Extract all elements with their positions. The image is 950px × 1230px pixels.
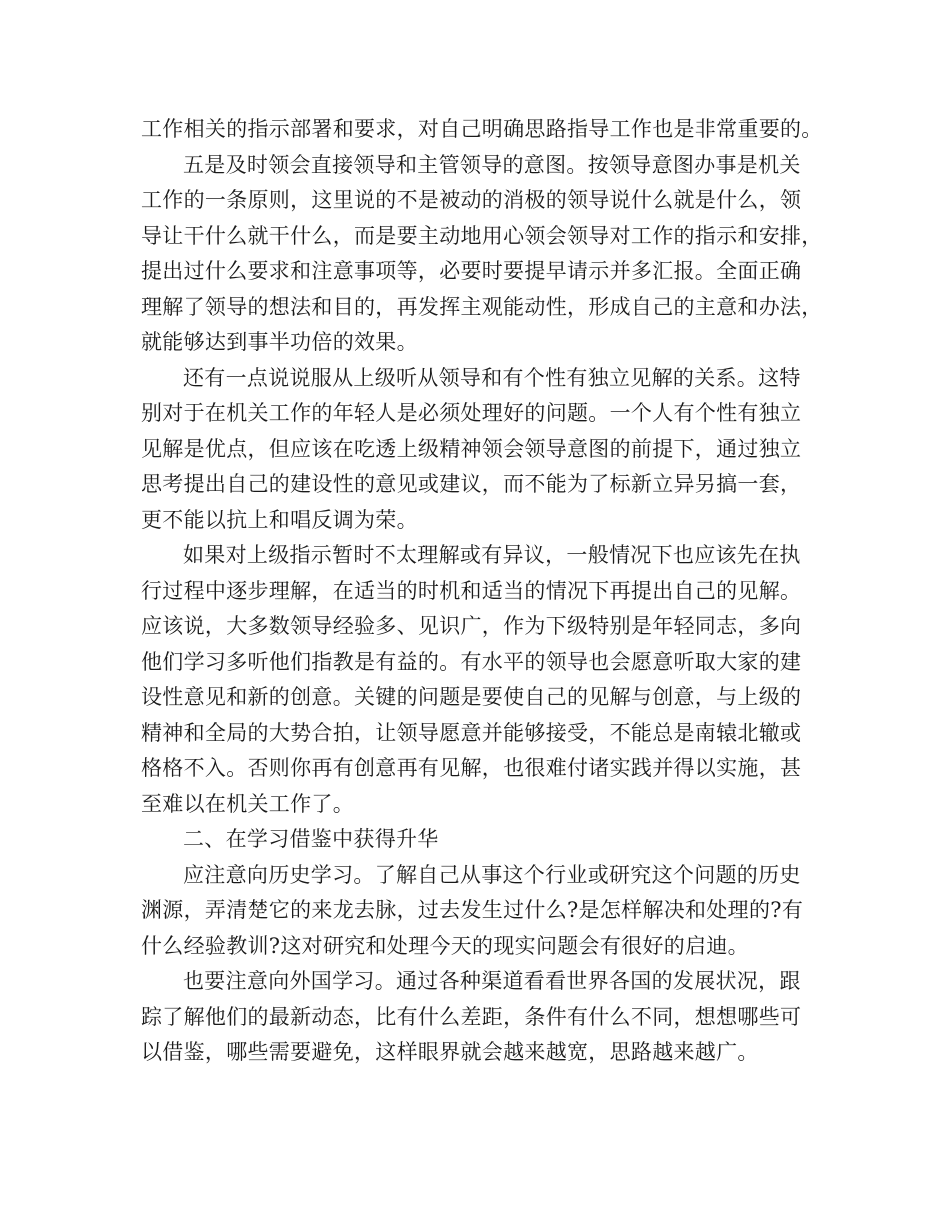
text-line: 渊源，弄清楚它的来龙去脉，过去发生过什么?是怎样解决和处理的?有 <box>141 898 804 922</box>
text-line: 工作相关的指示部署和要求，对自己明确思路指导工作也是非常重要的。 <box>141 117 823 141</box>
text-line: 工作的一条原则，这里说的不是被动的消极的领导说什么就是什么，领 <box>141 188 802 212</box>
text-line: 至难以在机关工作了。 <box>141 791 354 816</box>
text-line: 提出过什么要求和注意事项等，必要时要提早请示并多汇报。全面正确 <box>141 259 802 283</box>
text-line: 五是及时领会直接领导和主管领导的意图。按领导意图办事是机关 <box>183 152 801 177</box>
text-line: 见解是优点，但应该在吃透上级精神领会领导意图的前提下，通过独立 <box>141 436 802 461</box>
text-line: 应该说，大多数领导经验多、见识广，作为下级特别是年轻同志，多向 <box>141 614 802 638</box>
text-line: 踪了解他们的最新动态，比有什么差距，条件有什么不同，想想哪些可 <box>141 1004 802 1029</box>
text-line: 他们学习多听他们指教是有益的。有水平的领导也会愿意听取大家的建 <box>141 649 802 674</box>
text-line: 设性意见和新的创意。关键的问题是要使自己的见解与创意，与上级的 <box>141 685 802 709</box>
text-line: 应注意向历史学习。了解自己从事这个行业或研究这个问题的历史 <box>183 862 801 887</box>
document-body <box>141 112 821 1071</box>
text-line: 以借鉴，哪些需要避免，这样眼界就会越来越宽，思路越来越广。 <box>141 1040 759 1064</box>
text-line: 更不能以抗上和唱反调为荣。 <box>141 507 418 532</box>
text-line: 二、在学习借鉴中获得升华 <box>183 827 439 851</box>
text-line: 如果对上级指示暂时不太理解或有异议，一般情况下也应该先在执 <box>183 543 801 567</box>
text-line: 格格不入。否则你再有创意再有见解，也很难付诸实践并得以实施，甚 <box>141 756 802 780</box>
text-line: 理解了领导的想法和目的，再发挥主观能动性，形成自己的主意和办法， <box>141 294 823 319</box>
text-line: 思考提出自己的建设性的意见或建议，而不能为了标新立异另搞一套， <box>141 472 802 496</box>
text-line: 也要注意向外国学习。通过各种渠道看看世界各国的发展状况，跟 <box>183 969 801 993</box>
text-line: 导让干什么就干什么，而是要主动地用心领会领导对工作的指示和安排， <box>141 223 823 248</box>
text-line: 精神和全局的大势合拍，让领导愿意并能够接受，不能总是南辕北辙或 <box>141 720 802 745</box>
text-line: 什么经验教训?这对研究和处理今天的现实问题会有很好的启迪。 <box>141 933 749 958</box>
text-line: 别对于在机关工作的年轻人是必须处理好的问题。一个人有个性有独立 <box>141 401 802 425</box>
text-line: 还有一点说说服从上级听从领导和有个性有独立见解的关系。这特 <box>183 365 801 390</box>
text-line: 行过程中逐步理解，在适当的时机和适当的情况下再提出自己的见解。 <box>141 578 802 603</box>
text-line: 就能够达到事半功倍的效果。 <box>141 330 418 354</box>
